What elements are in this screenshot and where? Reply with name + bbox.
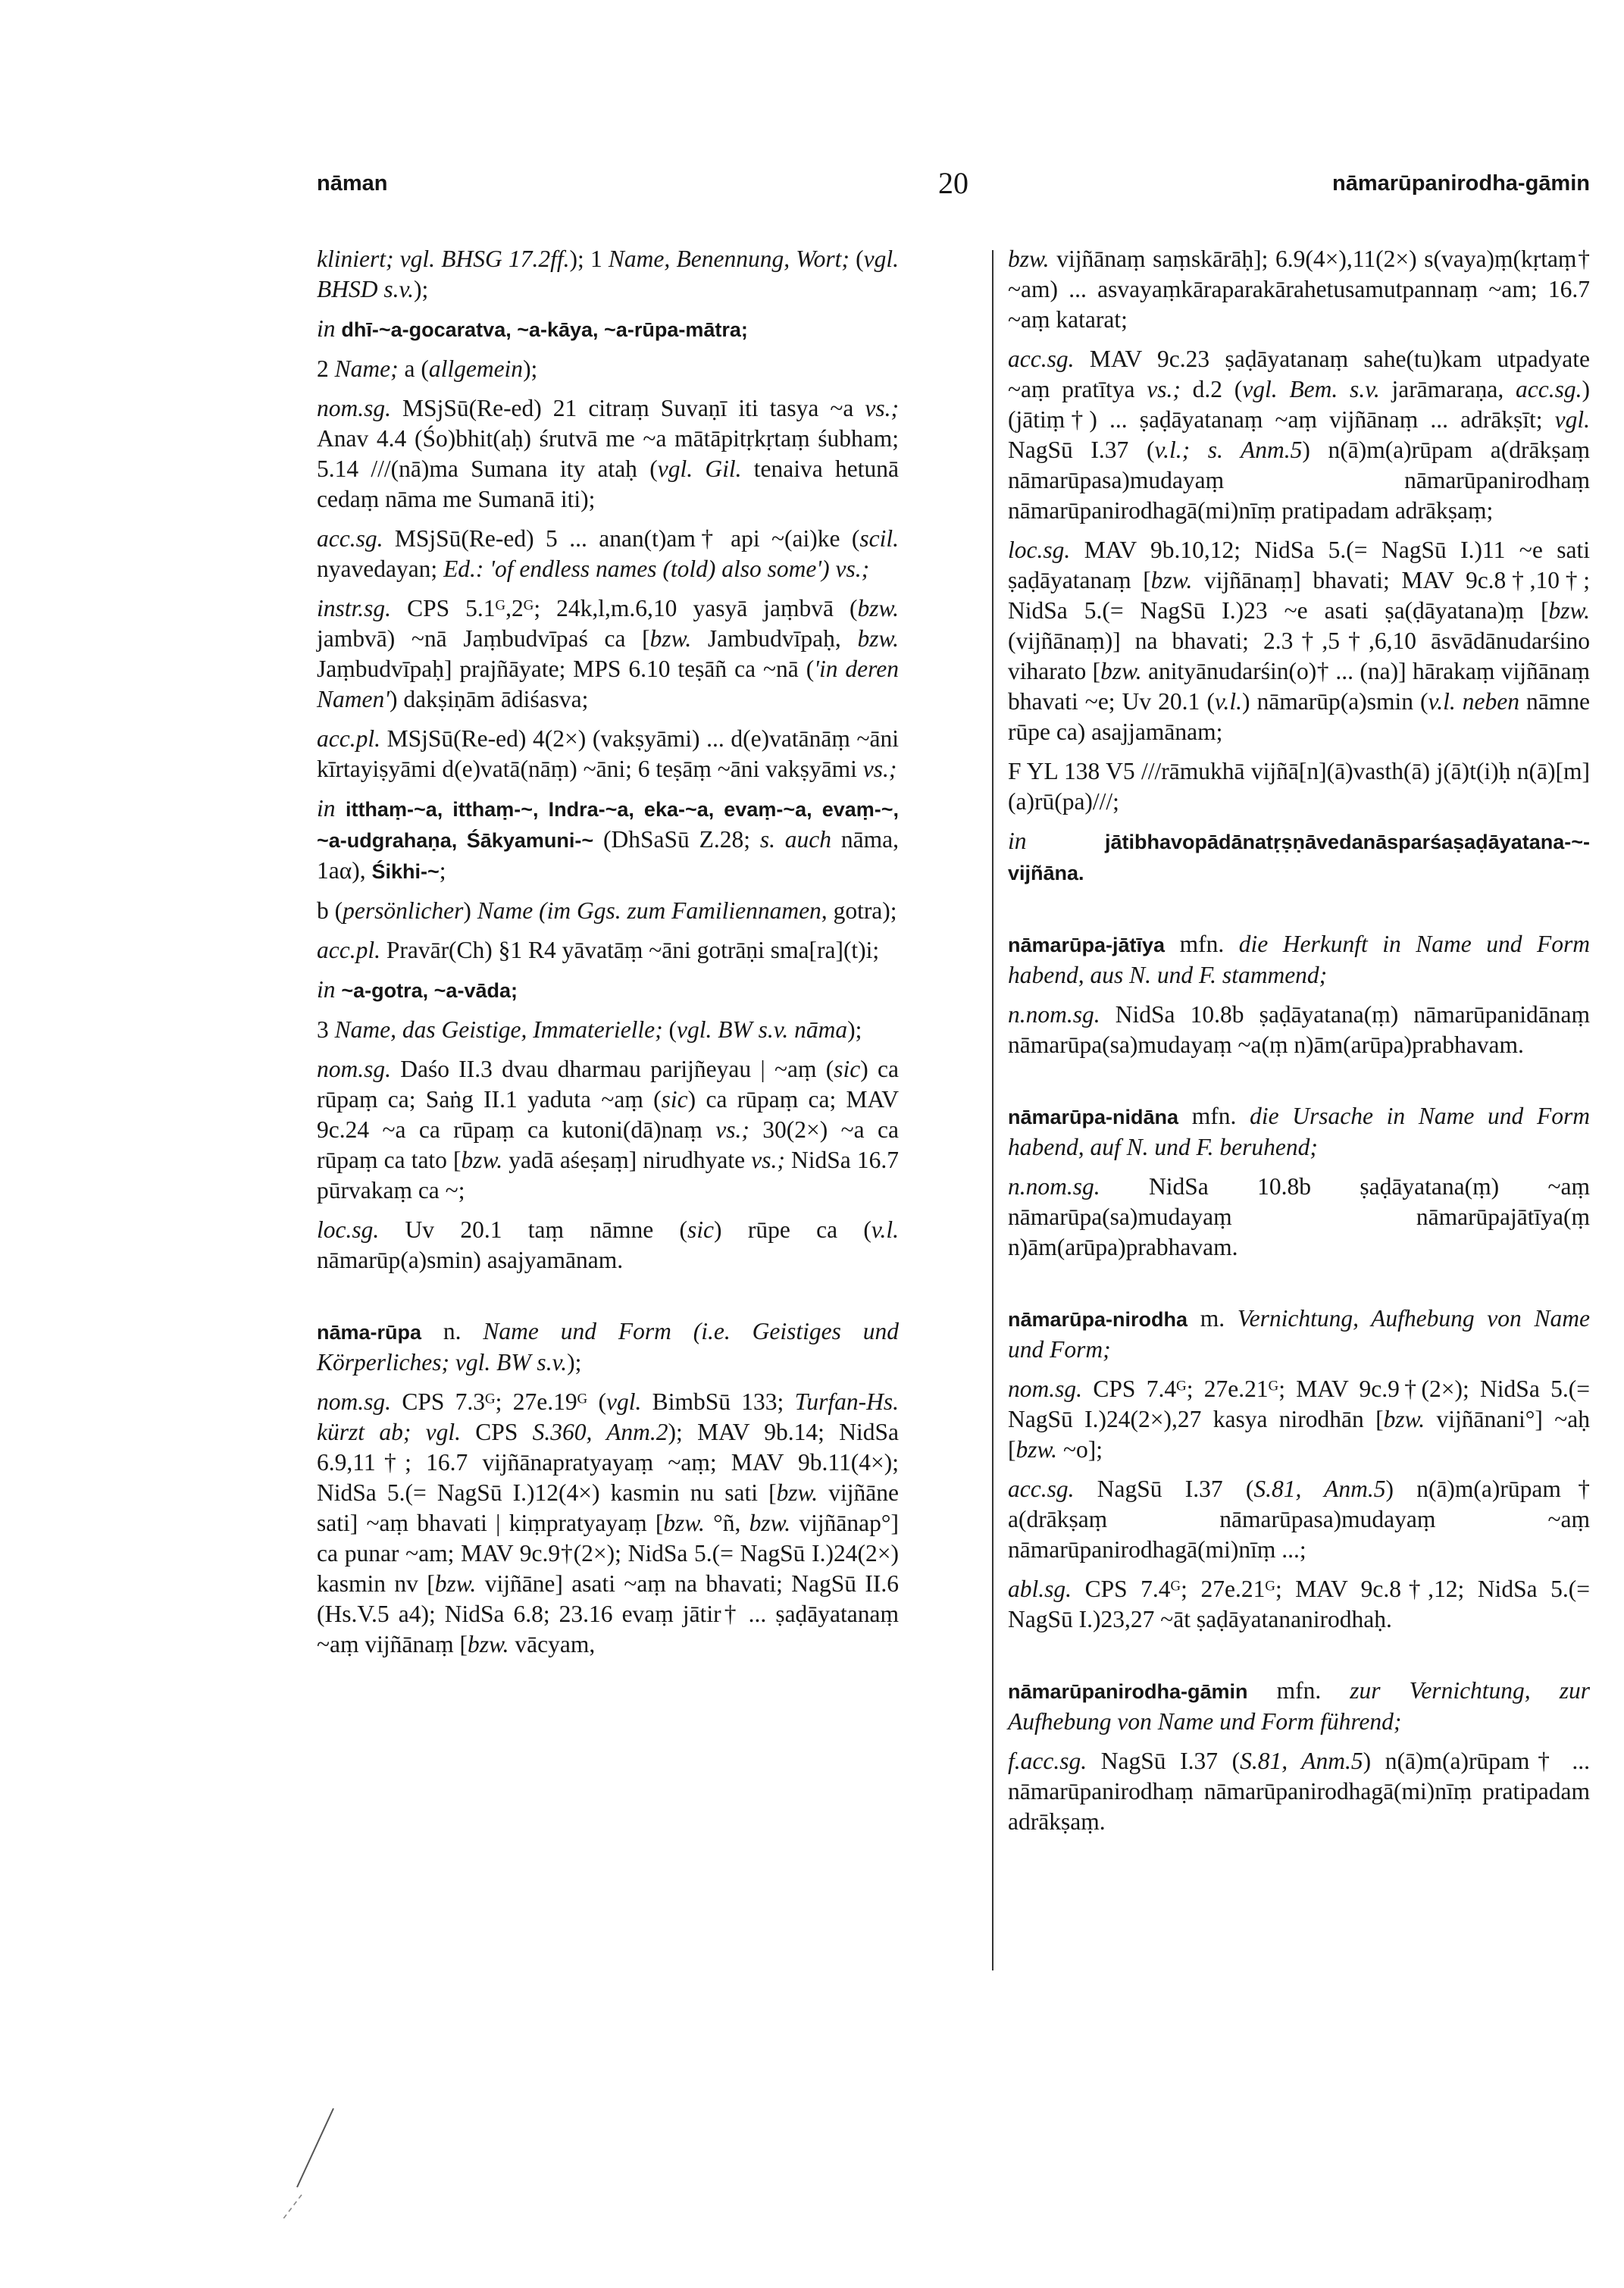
- headword: nāmarūpa-jātīya: [1008, 934, 1166, 956]
- text: NagSū I.37 (: [1087, 1748, 1241, 1774]
- text: mfn.: [1247, 1677, 1350, 1704]
- text: a (: [398, 355, 429, 382]
- italic-text: Name;: [334, 355, 399, 382]
- italic-text: in: [317, 315, 336, 342]
- text: ~o];: [1057, 1436, 1103, 1463]
- text: ) ca rūpaṃ ca; Saṅg II.1 yaduta ~aṃ (: [317, 1056, 899, 1113]
- text: MAV 9b.10,12; NidSa 5.(= NagSū I.)11 ~e sati ṣaḍāyatanaṃ [: [1008, 537, 1590, 593]
- text: vijñānani°] ~aḥ [: [1008, 1406, 1590, 1463]
- italic-text: sic: [687, 1216, 715, 1243]
- text: ) ca rūpaṃ ca; MAV 9c.24 ~a ca rūpaṃ ca kutoni(dā)naṃ: [317, 1086, 899, 1143]
- entry-paragraph: [317, 314, 899, 345]
- italic-text: v.l.; s. Anm.5: [1154, 437, 1303, 463]
- italic-text: in: [317, 795, 336, 822]
- italic-text: Name, das Geistige, Immaterielle;: [334, 1016, 663, 1043]
- text: MSjSū(Re-ed) 21 citraṃ Suvaṇī iti tasya ~a: [391, 395, 865, 421]
- text: F YL 138 V5 ///rāmukhā vijñā[n](ā)vasth(ā) j(ā)t(i)ḥ n(ā)[m](a)rū(pa)///;: [1008, 758, 1590, 815]
- left-column: [317, 244, 899, 1669]
- right-column: [1008, 244, 1590, 1846]
- italic-text: bzw.: [434, 1570, 477, 1597]
- italic-text: Name, Benennung, Wort;: [608, 246, 850, 272]
- entry-paragraph: [317, 393, 899, 515]
- italic-text: vgl. Bem. s.v.: [1242, 376, 1380, 402]
- italic-text: in: [317, 976, 336, 1003]
- text: CPS: [460, 1419, 533, 1445]
- text: (vijñānaṃ)] na bhavati; 2.3†,5†,6,10 āsvādānudarśino viharato [: [1008, 628, 1590, 684]
- text: Anav 4.4 (Śo)bhit(aḥ) śrutvā me ~a mātāpitṛkṛtaṃ śubham; 5.14 ///(nā)ma Sumana ity ataḥ (: [317, 425, 899, 482]
- text: gotra);: [827, 897, 897, 924]
- italic-text: bzw.: [663, 1510, 705, 1536]
- italic-text: vs.;: [1147, 376, 1181, 402]
- text: NagSū I.37 (: [1008, 437, 1155, 463]
- text: ) n(ā)m(a)rūpam† a(drākṣaṃ nāmarūpasa)mudayaṃ ~aṃ nāmarūpanirodhagā(mi)nīṃ ...;: [1008, 1476, 1590, 1563]
- text: CPS 5.1ᴳ,2ᴳ; 24k,l,m.6,10 yasyā jaṃbvā (: [391, 595, 858, 621]
- italic-text: kliniert; vgl. BHSG 17.2ff.: [317, 246, 570, 272]
- italic-text: nom.sg.: [317, 1388, 392, 1415]
- lemma-entry-head: [1008, 1304, 1590, 1365]
- text: (DhSaSū Z.28;: [593, 826, 760, 853]
- italic-text: S.360, Anm.2: [532, 1419, 668, 1445]
- text: CPS 7.3ᴳ; 27e.19ᴳ (: [391, 1388, 607, 1415]
- text: MSjSū(Re-ed) 5 ... anan(t)am† api ~(ai)ke (: [383, 525, 860, 552]
- header-left-guideword: nāman: [317, 171, 388, 196]
- text: jambvā) ~nā Jaṃbudvīpaś ca [: [317, 625, 650, 652]
- entry-paragraph: [1008, 826, 1590, 888]
- italic-text: bzw.: [649, 625, 692, 652]
- text: [336, 795, 346, 822]
- text: Uv 20.1 taṃ nāmne (: [379, 1216, 688, 1243]
- italic-text: bzw.: [1548, 597, 1590, 624]
- text: anityānudarśin(o)† ... (na)] hārakaṃ vijñānaṃ bhavati ~e; Uv 20.1 (: [1008, 658, 1591, 715]
- italic-text: 'in deren Namen': [317, 656, 899, 712]
- text: °ñ,: [704, 1510, 749, 1536]
- italic-text: Vernichtung, Aufhebung von Name und Form;: [1008, 1305, 1590, 1363]
- headword: nāma-rūpa: [317, 1321, 422, 1344]
- italic-text: v.l.: [1214, 688, 1243, 715]
- entry-paragraph: [317, 724, 899, 784]
- text: nyavedayan;: [317, 556, 444, 582]
- text: );: [523, 355, 538, 382]
- entry-paragraph: [1008, 1746, 1590, 1837]
- italic-text: bzw.: [1015, 1436, 1058, 1463]
- italic-text: bzw.: [1008, 246, 1050, 272]
- italic-text: nom.sg.: [317, 395, 392, 421]
- text: b (: [317, 897, 343, 924]
- italic-text: vgl.: [1554, 406, 1590, 433]
- entry-paragraph: [1008, 1474, 1590, 1565]
- entry-paragraph: [317, 1054, 899, 1206]
- italic-text: v.l.: [871, 1216, 900, 1243]
- lemma-entry-head: [1008, 1676, 1590, 1737]
- headword: nāmarūpa-nirodha: [1008, 1308, 1188, 1331]
- text: mfn.: [1178, 1103, 1250, 1129]
- text: jarāmaraṇa,: [1379, 376, 1516, 402]
- entry-paragraph: [1008, 344, 1590, 526]
- italic-text: abl.sg.: [1008, 1576, 1072, 1602]
- text: nāma, 1aα),: [317, 826, 899, 884]
- italic-text: n.nom.sg.: [1008, 1001, 1100, 1028]
- italic-text: vs.;: [862, 756, 897, 782]
- entry-paragraph: [317, 1015, 899, 1045]
- lemma-entry-head: [1008, 1101, 1590, 1163]
- italic-text: bzw.: [857, 595, 899, 621]
- entry-paragraph: [317, 1387, 899, 1660]
- text: tenaiva hetunā cedaṃ nāma me Sumanā iti);: [317, 455, 899, 512]
- entry-paragraph: [317, 896, 899, 926]
- text: nāmne rūpe ca) asajjamānam;: [1008, 688, 1590, 745]
- italic-text: sic: [661, 1086, 688, 1113]
- italic-text: Name (im Ggs. zum Familiennamen,: [477, 897, 828, 924]
- entry-paragraph: [317, 593, 899, 715]
- text: vijñāne sati] ~aṃ bhavati | kiṃpratyayaṃ [: [317, 1479, 899, 1536]
- italic-text: instr.sg.: [317, 595, 392, 621]
- compound-list: itthaṃ-~a, itthaṃ-~, Indra-~a, eka-~a, evaṃ-~a, evaṃ-~, ~a-udgrahaṇa, Śākyamuni-~: [317, 798, 900, 852]
- text: 2: [317, 355, 335, 382]
- italic-text: acc.sg.: [1516, 376, 1582, 402]
- italic-text: loc.sg.: [317, 1216, 380, 1243]
- italic-text: loc.sg.: [1008, 537, 1071, 563]
- italic-text: acc.sg.: [317, 525, 383, 552]
- text: 3: [317, 1016, 335, 1043]
- text: NidSa 10.8b ṣaḍāyatana(ṃ) nāmarūpanidānaṃ nāmarūpa(sa)mudayaṃ ~a(ṃ n)ām(arūpa)prabhavam.: [1008, 1001, 1590, 1058]
- italic-text: n.nom.sg.: [1008, 1173, 1100, 1200]
- text: NidSa 16.7 pūrvakaṃ ca ~;: [317, 1147, 899, 1203]
- italic-text: acc.pl.: [317, 937, 380, 963]
- text: Pravār(Ch) §1 R4 yāvatāṃ ~āni gotrāṇi sma[ra](t)i;: [380, 937, 880, 963]
- italic-text: bzw.: [1383, 1406, 1425, 1432]
- text: ); MAV 9b.14; NidSa 6.9,11†; 16.7 vijñānapratyayaṃ ~aṃ; MAV 9b.11(4×); NidSa 5.(= NagSū I.)12(4×) kasmin nu sati [: [317, 1419, 899, 1506]
- entry-paragraph: [1008, 1374, 1590, 1465]
- lemma-entry-head: [317, 1316, 899, 1378]
- text: nāmarūp(a)smin) asajyamānam.: [317, 1247, 624, 1273]
- text: ): [463, 897, 477, 924]
- italic-text: bzw.: [1100, 658, 1142, 684]
- text: (: [849, 246, 864, 272]
- text: 30(2×) ~a ca rūpaṃ ca tato [: [317, 1116, 899, 1173]
- entry-paragraph: [317, 975, 899, 1006]
- italic-text: sic: [834, 1056, 861, 1082]
- italic-text: vgl. BHSD s.v.: [317, 246, 899, 302]
- text: mfn.: [1165, 931, 1239, 957]
- entry-paragraph: [317, 354, 899, 384]
- text: (: [662, 1016, 677, 1043]
- italic-text: die Herkunft in Name und Form habend, aus N. und F. stammend;: [1008, 931, 1590, 988]
- text: ) nāmarūp(a)smin (: [1242, 688, 1428, 715]
- text: [1027, 828, 1105, 854]
- entry-paragraph: [317, 244, 899, 305]
- text: );: [847, 1016, 862, 1043]
- entry-paragraph: [1008, 1574, 1590, 1635]
- italic-text: zur Vernichtung, zur Aufhebung von Name und Form führend;: [1008, 1677, 1590, 1735]
- entry-paragraph: [1008, 756, 1590, 817]
- italic-text: vgl.: [606, 1388, 642, 1415]
- italic-text: Name und Form (i.e. Geistiges und Körperliches; vgl. BW s.v.: [317, 1318, 899, 1376]
- italic-text: vgl. Gil.: [657, 455, 742, 482]
- italic-text: die Ursache in Name und Form habend, auf N. und F. beruhend;: [1008, 1103, 1590, 1160]
- italic-text: in: [1008, 828, 1027, 854]
- italic-text: Ed.: 'of endless names (told) also some'): [443, 556, 830, 582]
- italic-text: bzw.: [467, 1631, 509, 1657]
- italic-text: nom.sg.: [317, 1056, 392, 1082]
- italic-text: s. auch: [759, 826, 832, 853]
- compound-list: ~a-gotra, ~a-vāda;: [341, 979, 518, 1002]
- text: ) (jātiṃ†) ... ṣaḍāyatanaṃ ~aṃ vijñānaṃ ... adrākṣīt;: [1008, 376, 1591, 433]
- italic-text: vs.;: [751, 1147, 785, 1173]
- text: ) rūpe ca (: [714, 1216, 871, 1243]
- pencil-stroke-mark: [267, 2102, 358, 2231]
- running-header: [317, 166, 1590, 217]
- italic-text: bzw.: [857, 625, 899, 652]
- text: );: [567, 1349, 582, 1376]
- text: );: [414, 276, 429, 302]
- text: vijñānap°] ca punar ~am; MAV 9c.9†(2×); NidSa 5.(= NagSū I.)24(2×) kasmin nv [: [317, 1510, 899, 1597]
- header-right-guideword: nāmarūpanirodha-gāmin: [1332, 171, 1590, 196]
- text: NagSū I.37 (: [1074, 1476, 1254, 1502]
- italic-text: S.81, Anm.5: [1253, 1476, 1386, 1502]
- text: d.2 (: [1180, 376, 1243, 402]
- text: n.: [421, 1318, 483, 1344]
- italic-text: acc.sg.: [1008, 1476, 1075, 1502]
- compound-list: dhī-~a-gocaratva, ~a-kāya, ~a-rūpa-mātra;: [341, 318, 748, 341]
- italic-text: S.81, Anm.5: [1240, 1748, 1363, 1774]
- text: CPS 7.4ᴳ; 27e.21ᴳ; MAV 9c.9†(2×); NidSa 5.(= NagSū I.)24(2×),27 kasya nirodhān [: [1008, 1376, 1590, 1432]
- italic-text: bzw.: [1150, 567, 1193, 593]
- italic-text: persönlicher: [343, 897, 464, 924]
- italic-text: v.l. neben: [1428, 688, 1519, 715]
- headword: nāmarūpa-nidāna: [1008, 1106, 1179, 1128]
- italic-text: acc.pl.: [317, 725, 380, 752]
- italic-text: acc.sg.: [1008, 346, 1075, 372]
- italic-text: bzw.: [461, 1147, 503, 1173]
- text: NidSa 10.8b ṣaḍāyatana(ṃ) ~aṃ nāmarūpa(sa)mudayaṃ nāmarūpajātīya(ṃ n)ām(arūpa)prabhavam.: [1008, 1173, 1590, 1260]
- entry-paragraph: [317, 524, 899, 584]
- text: MSjSū(Re-ed) 4(2×) (vakṣyāmi) ... d(e)vatānāṃ ~āni kīrtayiṣyāmi d(e)vatā(nāṃ) ~āni; 6 teṣāṃ ~āni vakṣyāmi: [317, 725, 899, 782]
- text: vijñānaṃ] bhavati; MAV 9c.8†,10†; NidSa 5.(= NagSū I.)23 ~e asati ṣa(ḍāyatana)ṃ [: [1008, 567, 1590, 624]
- entry-paragraph: [1008, 1172, 1590, 1263]
- text: Daśo II.3 dvau dharmau parijñeyau | ~aṃ (: [391, 1056, 834, 1082]
- text: vijñānaṃ saṃskārāḥ]; 6.9(4×),11(2×) s(vaya)ṃ(kṛtaṃ† ~am) ... asvayaṃkāraparakārahetusamutpannaṃ ~am; 16.7 ~aṃ katarat;: [1008, 246, 1590, 333]
- italic-text: vs.;: [865, 395, 899, 421]
- text: vācyam,: [508, 1631, 596, 1657]
- italic-text: vgl. BW s.v. nāma: [677, 1016, 848, 1043]
- entry-paragraph: [317, 935, 899, 966]
- text: vijñāne] asati ~aṃ na bhavati; NagSū II.6 (Hs.V.5 a4); NidSa 6.8; 23.16 evaṃ jātir† ... ṣaḍāyatanaṃ ~aṃ vijñānaṃ [: [317, 1570, 899, 1657]
- compound-list: jātibhavopādānatṛṣṇāvedanāsparśaṣaḍāyatana-~-vijñāna.: [1008, 831, 1590, 884]
- entry-paragraph: [1008, 1000, 1590, 1060]
- text: yadā aśeṣaṃ] nirudhyate: [502, 1147, 752, 1173]
- entry-paragraph: [317, 793, 899, 887]
- entry-paragraph: [1008, 535, 1590, 747]
- compound-list: Śikhi-~: [371, 860, 440, 883]
- italic-text: f.acc.sg.: [1008, 1748, 1087, 1774]
- column-divider: [992, 250, 993, 1970]
- italic-text: bzw.: [776, 1479, 818, 1506]
- text: ) n(ā)m(a)rūpam a(drākṣaṃ nāmarūpasa)mudayaṃ nāmarūpanirodhaṃ nāmarūpanirodhagā(mi)nīṃ pratipadam adrākṣaṃ;: [1008, 437, 1590, 524]
- italic-text: Turfan-Hs. kürzt ab; vgl.: [317, 1388, 899, 1445]
- italic-text: vs.;: [715, 1116, 749, 1143]
- page-number: 20: [938, 166, 968, 200]
- text: m.: [1187, 1305, 1238, 1332]
- italic-text: scil.: [859, 525, 899, 552]
- italic-text: bzw.: [749, 1510, 791, 1536]
- text: ) dakṣiṇām ādiśasva;: [389, 686, 589, 712]
- text: CPS 7.4ᴳ; 27e.21ᴳ; MAV 9c.8†,12; NidSa 5.(= NagSū I.)23,27 ~āt ṣaḍāyatananirodhaḥ.: [1008, 1576, 1590, 1632]
- text: Jambudvīpaḥ,: [691, 625, 858, 652]
- text: ) n(ā)m(a)rūpam† ... nāmarūpanirodhaṃ nāmarūpanirodhagā(mi)nīṃ pratipadam adrākṣaṃ.: [1008, 1748, 1590, 1835]
- text: ); 1: [569, 246, 609, 272]
- text: MAV 9c.23 ṣaḍāyatanaṃ sahe(tu)kam utpadyate ~aṃ pratītya: [1008, 346, 1590, 402]
- text: Jaṃbudvīpaḥ] prajñāyate; MPS 6.10 teṣāñ ca ~nā (: [317, 656, 815, 682]
- italic-text: allgemein: [428, 355, 524, 382]
- text: BimbSū 133;: [641, 1388, 795, 1415]
- text: ;: [439, 857, 446, 884]
- entry-paragraph: [1008, 244, 1590, 335]
- entry-paragraph: [317, 1215, 899, 1275]
- italic-text: vs.;: [835, 556, 870, 582]
- italic-text: nom.sg.: [1008, 1376, 1083, 1402]
- headword: nāmarūpanirodha-gāmin: [1008, 1680, 1248, 1703]
- lemma-entry-head: [1008, 929, 1590, 991]
